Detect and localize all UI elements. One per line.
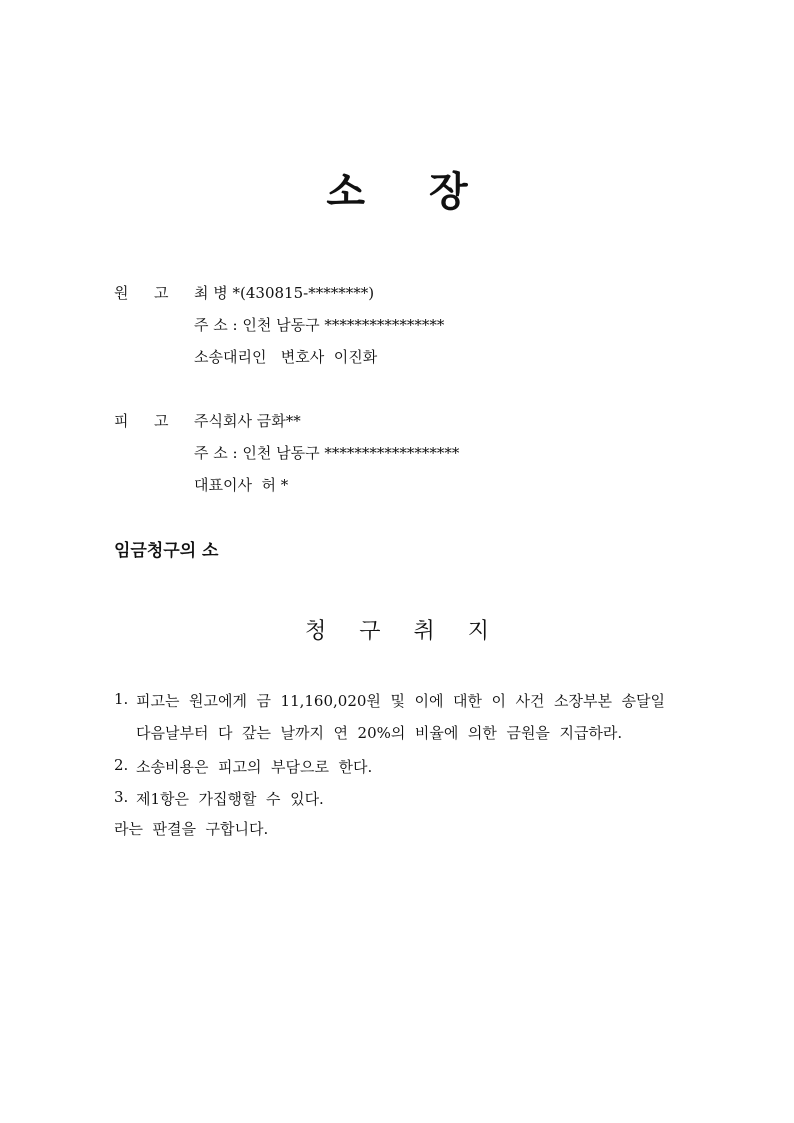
claim-title-char-3: 취 [413, 619, 435, 644]
plaintiff-label-char-2: 고 [154, 284, 169, 302]
claim-title [0, 614, 794, 645]
claim-title-char-2: 구 [359, 619, 381, 644]
title-char-1: 소 [326, 168, 365, 215]
item-2-number: 2. [114, 756, 129, 774]
item-1-line-1: 피고는 원고에게 금 11,160,020원 및 이에 대한 이 사건 소장부본 송달일 [136, 692, 666, 710]
defendant-label-char-1: 피 [114, 412, 129, 430]
defendant-address: 주 소 : 인천 남동구 ****************** [194, 444, 460, 462]
plaintiff-name: 최 병 *(430815-********) [194, 284, 375, 302]
item-1-number: 1. [114, 690, 129, 708]
closing-text: 라는 판결을 구합니다. [114, 820, 269, 838]
plaintiff-label-char-1: 원 [114, 284, 129, 302]
claim-title-char-1: 청 [304, 619, 327, 644]
claim-title-char-4: 지 [467, 619, 490, 644]
document-title [0, 160, 794, 217]
item-3-number: 3. [114, 788, 129, 806]
title-char-2: 장 [429, 168, 468, 215]
plaintiff-attorney: 소송대리인 변호사 이진화 [194, 348, 378, 366]
defendant-name: 주식회사 금화** [194, 412, 301, 430]
case-name: 임금청구의 소 [114, 541, 219, 561]
item-1-line-2: 다음날부터 다 갚는 날까지 연 20%의 비율에 의한 금원을 지급하라. [136, 724, 623, 742]
item-3-text: 제1항은 가집행할 수 있다. [136, 790, 324, 808]
defendant-representative: 대표이사 허 * [194, 476, 289, 494]
defendant-label-char-2: 고 [154, 412, 169, 430]
item-2-text: 소송비용은 피고의 부담으로 한다. [136, 758, 373, 776]
plaintiff-address: 주 소 : 인천 남동구 **************** [194, 316, 445, 334]
